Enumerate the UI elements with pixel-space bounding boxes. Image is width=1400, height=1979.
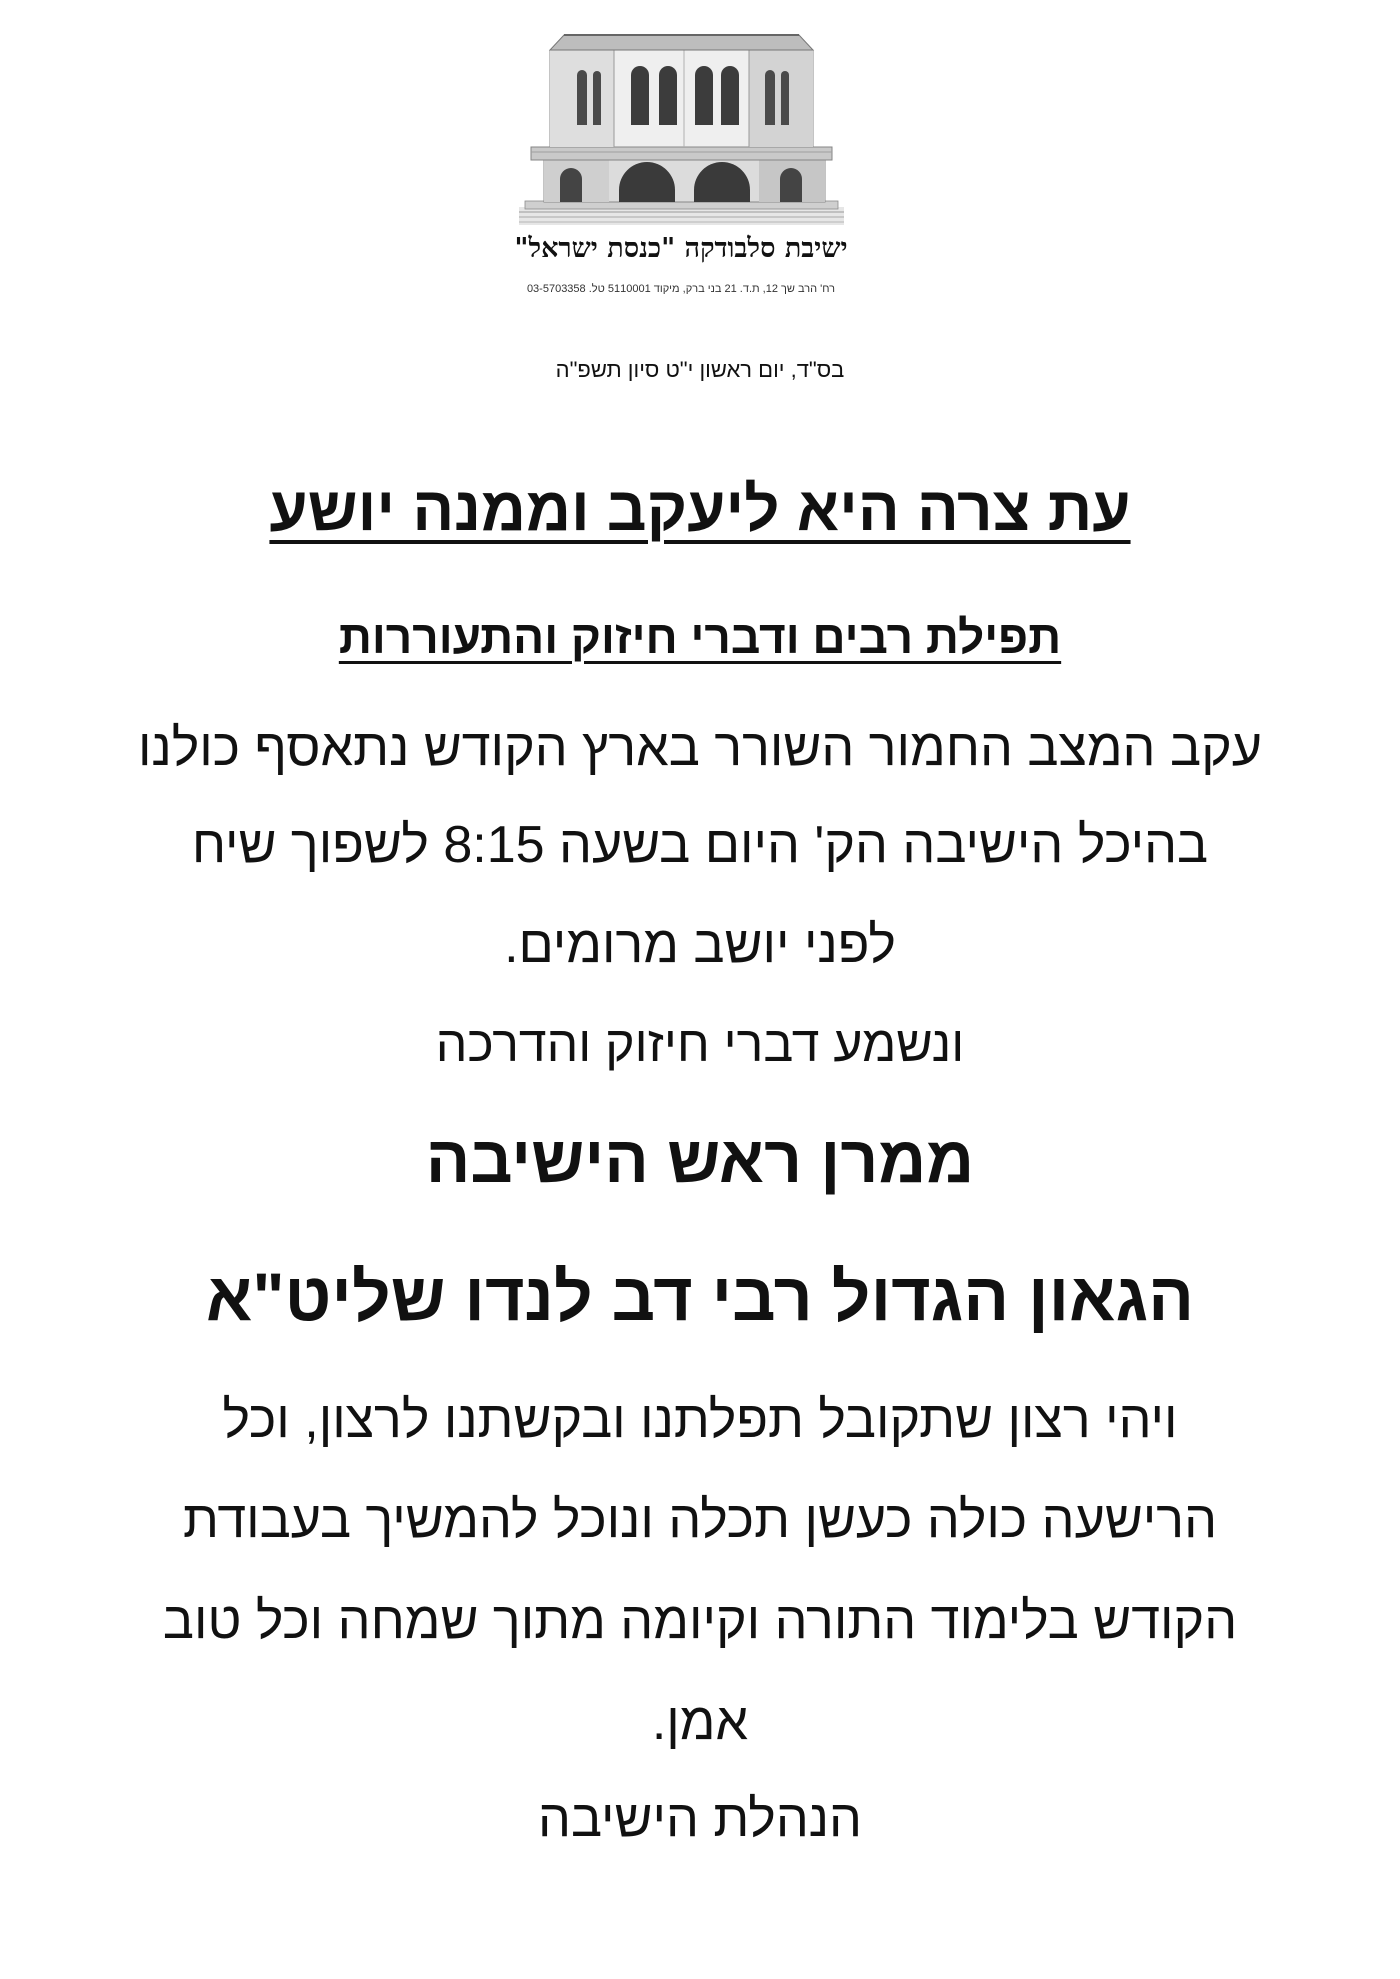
blessing-line-1: ויהי רצון שתקובל תפלתנו ובקשתנו לרצון, וכל: [222, 1391, 1178, 1449]
blessing-line-2: הרישעה כולה כעשן תכלה ונוכל להמשיך בעבודת: [182, 1491, 1218, 1549]
signature: הנהלת הישיבה: [538, 1790, 862, 1848]
announcement-line-3: לפני יושב מרומים.: [504, 916, 896, 974]
logo-address-text: רח' הרב שך 12, ת.ד. 21 בני ברק, מיקוד 5110001 טל. 03-5703358: [526, 283, 836, 295]
yeshiva-logo: [500, 31, 862, 306]
announcement-line-1: עקב המצב החמור השורר בארץ הקודש נתאסף כולנו: [137, 719, 1263, 777]
speaker-title: ממרן ראש הישיבה: [425, 1122, 975, 1196]
date-line: בס"ד, יום ראשון י"ט סיון תשפ"ה: [555, 357, 845, 382]
speaker-intro: ונשמע דברי חיזוק והדרכה: [435, 1016, 965, 1072]
page-title: עת צרה היא ליעקב וממנה יושע: [269, 475, 1131, 544]
blessing-line-4: אמן.: [651, 1693, 749, 1751]
page-subtitle: תפילת רבים ודברי חיזוק והתעוררות: [338, 611, 1062, 663]
yeshiva-building-logo: [519, 31, 844, 225]
announcement-line-2: בהיכל הישיבה הק' היום בשעה 8:15 לשפוך שיח: [191, 816, 1209, 874]
blessing-line-3: הקודש בלימוד התורה וקיומה מתוך שמחה וכל טוב: [162, 1592, 1238, 1650]
speaker-name: הגאון הגדול רבי דב לנדו שליט"א: [205, 1259, 1195, 1335]
logo-name-text: ישיבת סלבודקה "כנסת ישראל": [514, 233, 848, 264]
